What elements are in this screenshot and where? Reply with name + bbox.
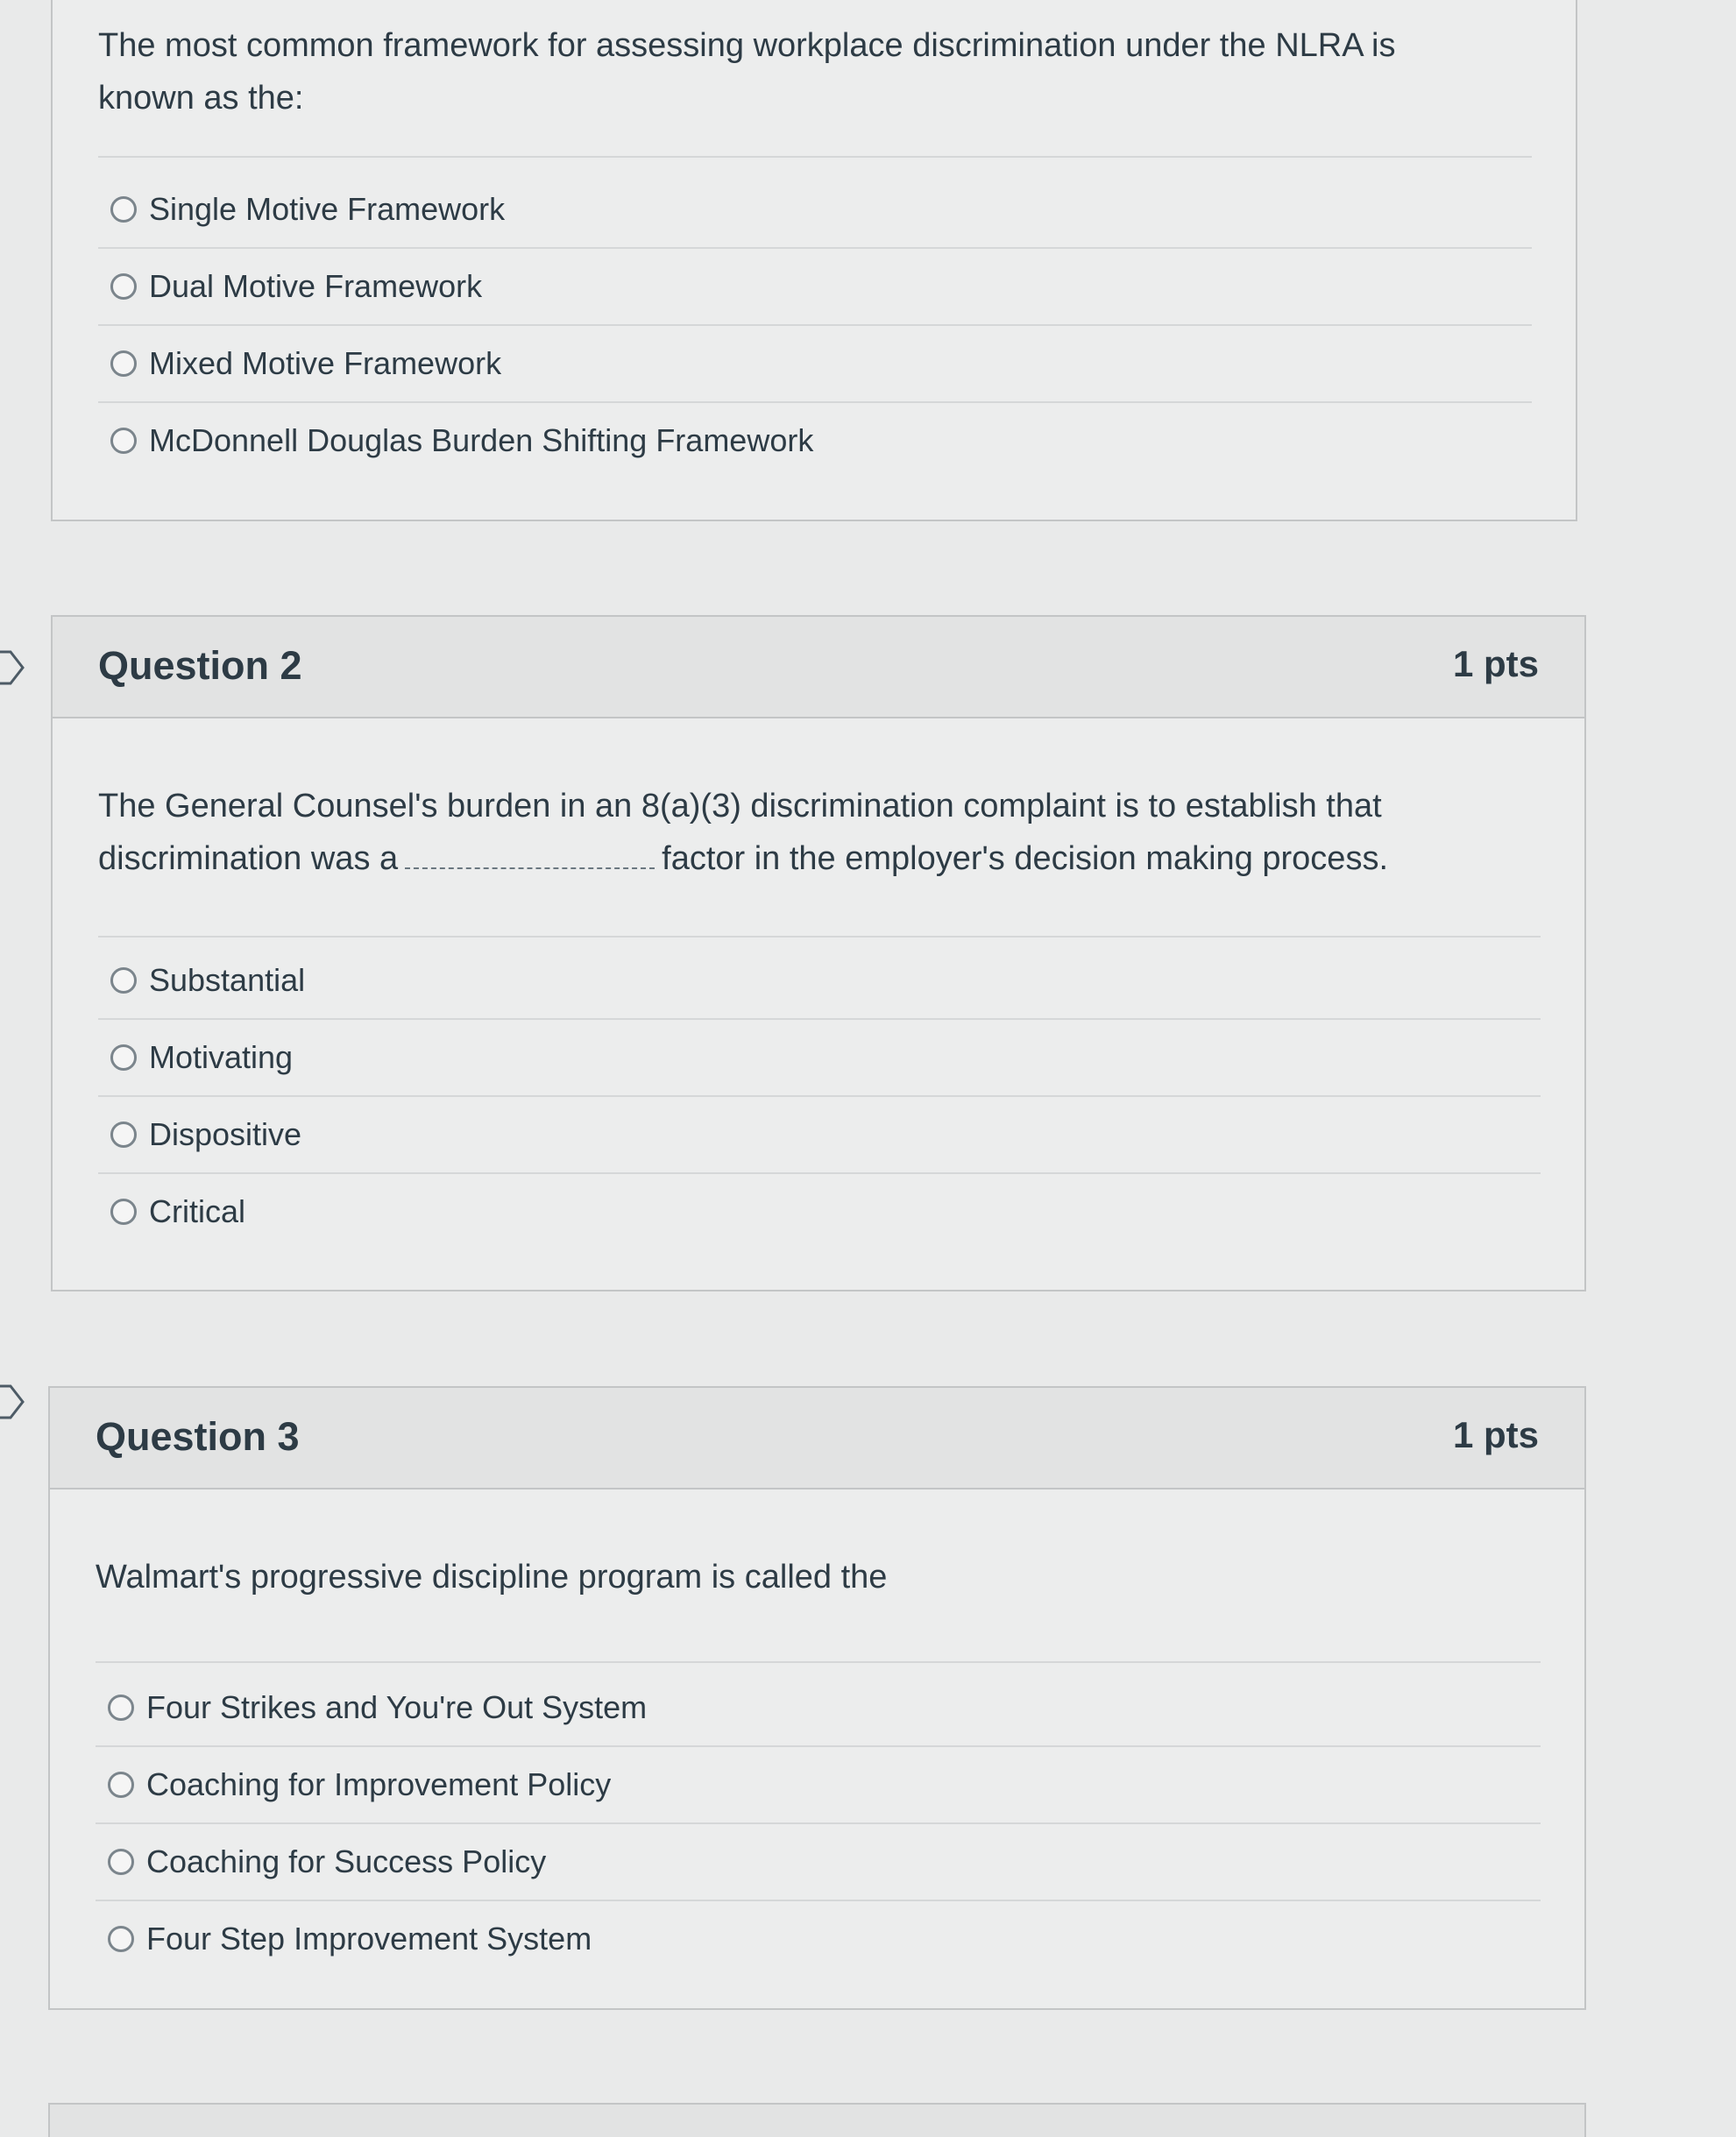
answer-label: Four Step Improvement System (146, 1921, 592, 1957)
question-3-answers (96, 1670, 1541, 1977)
answer-option[interactable] (98, 249, 1532, 326)
question-2-text (98, 780, 1479, 885)
answer-label: Single Motive Framework (149, 191, 506, 227)
answer-label: Dispositive (149, 1116, 302, 1152)
radio-button-icon[interactable] (110, 350, 137, 377)
radio-button-icon[interactable] (110, 196, 137, 223)
radio-button-icon[interactable] (110, 1044, 137, 1071)
question-3-header (50, 1388, 1584, 1490)
answer-option[interactable] (98, 403, 1532, 478)
question-3-card (48, 1386, 1586, 2010)
answer-option[interactable] (96, 1747, 1541, 1824)
radio-button-icon[interactable] (108, 1849, 134, 1875)
answer-label: Four Strikes and You're Out System (146, 1689, 648, 1725)
answer-option[interactable] (98, 1020, 1541, 1097)
question-4-card (48, 2103, 1586, 2137)
answer-option[interactable] (96, 1670, 1541, 1747)
answer-label: Dual Motive Framework (149, 268, 483, 304)
answer-label: Substantial (149, 962, 306, 998)
radio-button-icon[interactable] (108, 1695, 134, 1721)
radio-button-icon[interactable] (110, 1122, 137, 1148)
radio-button-icon[interactable] (110, 967, 137, 994)
question-1-card (51, 0, 1577, 521)
answer-option[interactable] (96, 1901, 1541, 1977)
bookmark-arrow-icon[interactable] (0, 648, 26, 687)
question-1-text: The most common framework for assessing workplace discrimination under the NLRA is known as the: (98, 27, 1396, 117)
answer-option[interactable] (98, 326, 1532, 403)
question-1-divider (98, 156, 1532, 158)
answer-label: Coaching for Improvement Policy (146, 1766, 612, 1802)
question-3-points: 1 pts (1452, 1414, 1539, 1455)
answer-label: Mixed Motive Framework (149, 345, 502, 381)
answer-option[interactable] (98, 1097, 1541, 1174)
radio-button-icon[interactable] (108, 1926, 134, 1952)
radio-button-icon[interactable] (110, 428, 137, 454)
radio-button-icon[interactable] (110, 1199, 137, 1225)
answer-label: McDonnell Douglas Burden Shifting Framework (149, 422, 814, 458)
question-2-title: Question 2 (98, 643, 302, 688)
question-2-text-before: The General Counsel's burden in an 8(a)(3) discrimination complaint is to establish that discrimination was a (98, 788, 1382, 877)
question-2-divider (98, 936, 1541, 938)
answer-option[interactable] (98, 1174, 1541, 1249)
answer-option[interactable] (98, 943, 1541, 1020)
question-2-answers (98, 943, 1541, 1249)
answer-label: Motivating (149, 1039, 294, 1075)
answer-option[interactable] (98, 172, 1532, 249)
question-3-text: Walmart's progressive discipline program is called the (96, 1559, 888, 1596)
question-2-card (51, 615, 1586, 1291)
question-3-divider (96, 1661, 1541, 1663)
fill-in-blank (405, 841, 655, 869)
answer-label: Critical (149, 1193, 246, 1229)
question-3-title: Question 3 (96, 1414, 300, 1459)
radio-button-icon[interactable] (110, 273, 137, 300)
question-2-points: 1 pts (1452, 643, 1539, 684)
question-1-answers (98, 172, 1532, 478)
answer-label: Coaching for Success Policy (146, 1843, 547, 1879)
question-2-header (53, 617, 1584, 718)
question-2-text-after: factor in the employer's decision making process. (662, 840, 1388, 877)
bookmark-arrow-icon[interactable] (0, 1383, 26, 1421)
radio-button-icon[interactable] (108, 1772, 134, 1798)
answer-option[interactable] (96, 1824, 1541, 1901)
